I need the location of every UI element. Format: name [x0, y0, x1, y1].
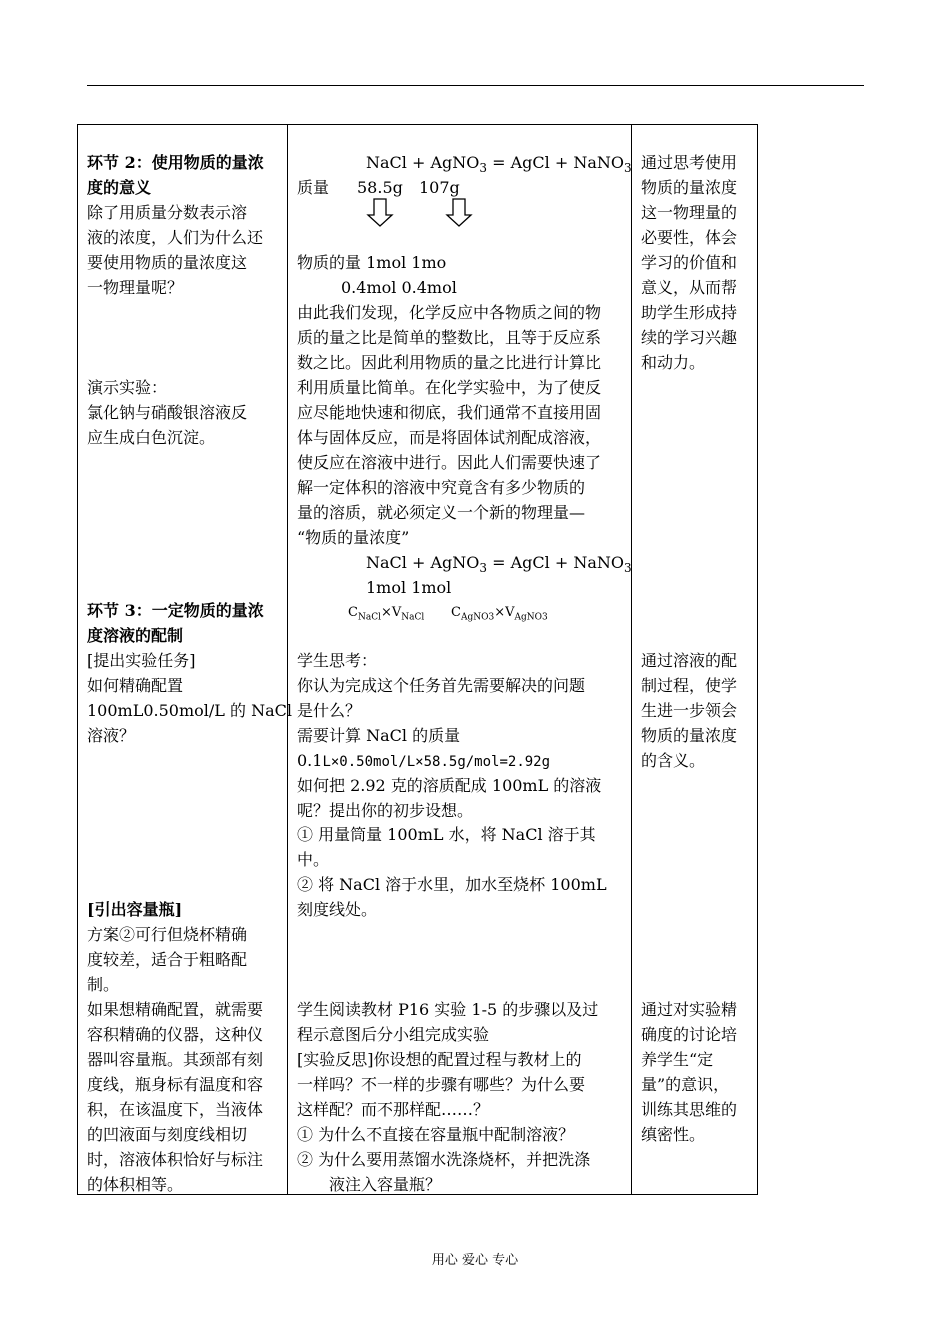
- down-arrow-icon: [366, 198, 394, 228]
- text-line: 续的学习兴趣: [641, 328, 738, 347]
- text-line: 度线，瓶身标有温度和容: [87, 1075, 264, 1094]
- question-1: ① 为什么不直接在容量瓶中配制溶液？: [297, 1125, 575, 1144]
- text-line: 器叫容量瓶。其颈部有刻: [87, 1050, 264, 1069]
- text-line: 应生成白色沉淀。: [87, 428, 216, 447]
- text-line: 这样配？而不那样配……？: [297, 1100, 490, 1119]
- text-line: 通过思考使用: [641, 153, 738, 172]
- text-line: 制。: [87, 975, 120, 994]
- text-line: 制过程，使学: [641, 676, 738, 695]
- mass-value: 58.5g: [357, 178, 403, 197]
- equation-1: NaCl + AgNO$_3$ = AgCl + NaNO$_3$: [366, 153, 632, 176]
- equation-2: NaCl + AgNO$_3$ = AgCl + NaNO$_3$: [366, 553, 632, 576]
- text-line: 刻度线处。: [297, 900, 378, 919]
- text-line: 如果想精确配置，就需要: [87, 1000, 264, 1019]
- text-line: 除了用质量分数表示溶: [87, 203, 248, 222]
- text-line: 的体积相等。: [87, 1175, 184, 1194]
- text-line: 养学生“定: [641, 1050, 714, 1069]
- mass-label: 质量: [297, 178, 330, 197]
- down-arrow-icon: [445, 198, 473, 228]
- text-line: 需要计算 NaCl 的质量: [297, 726, 461, 745]
- section-2-title-cont: 度的意义: [87, 178, 152, 197]
- header-rule: [87, 85, 864, 86]
- text-line: 要使用物质的量浓度这: [87, 253, 248, 272]
- text-line: 的含义。: [641, 751, 706, 770]
- text-line: 助学生形成持: [641, 303, 738, 322]
- text-line: 液的浓度，人们为什么还: [87, 228, 264, 247]
- text-line: 使反应在溶液中进行。因此人们需要快速了: [297, 453, 602, 472]
- text-line: 度较差，适合于粗略配: [87, 950, 248, 969]
- cv-expression-nacl: $C_{NaCl}\times V_{NaCl}$: [348, 605, 425, 623]
- text-line: 利用质量比简单。在化学实验中，为了使反: [297, 378, 602, 397]
- text-line: 解一定体积的溶液中究竟含有多少物质的: [297, 478, 586, 497]
- text-line: 你认为完成这个任务首先需要解决的问题: [297, 676, 586, 695]
- text-line: 呢？提出你的初步设想。: [297, 801, 474, 820]
- text-line: 积，在该温度下，当液体: [87, 1100, 264, 1119]
- text-line: 氯化钠与硝酸银溶液反: [87, 403, 248, 422]
- plan-2: ② 将 NaCl 溶于水里，加水至烧杯 100mL: [297, 875, 607, 894]
- text-line: 方案②可行但烧杯精确: [87, 925, 248, 944]
- text-line: 确度的讨论培: [641, 1025, 738, 1044]
- reflection-title: [实验反思]你设想的配置过程与教材上的: [297, 1050, 582, 1069]
- flask-title: [引出容量瓶]: [87, 900, 183, 919]
- text-line: 这一物理量的: [641, 203, 738, 222]
- text-line: 由此我们发现，化学反应中各物质之间的物: [297, 303, 602, 322]
- text-line: 学生阅读教材 P16 实验 1-5 的步骤以及过: [297, 1000, 599, 1019]
- text-line: 训练其思维的: [641, 1100, 738, 1119]
- mass-value: 107g: [419, 178, 460, 197]
- text-line: 如何把 2.92 克的溶质配成 100mL 的溶液: [297, 776, 602, 795]
- text-line: 生进一步领会: [641, 701, 738, 720]
- text-line: 一物理量呢？: [87, 278, 184, 297]
- task-title: [提出实验任务]: [87, 651, 196, 670]
- mole-line-3: 1mol 1mol: [366, 578, 452, 597]
- page-footer: 用心 爱心 专心: [431, 1253, 519, 1268]
- text-line: 一样吗？不一样的步骤有哪些？为什么要: [297, 1075, 586, 1094]
- text-line: 学习的价值和: [641, 253, 738, 272]
- text-line: 的凹液面与刻度线相切: [87, 1125, 248, 1144]
- plan-1: ① 用量筒量 100mL 水，将 NaCl 溶于其: [297, 825, 596, 844]
- question-2: ② 为什么要用蒸馏水洗涤烧杯，并把洗涤: [297, 1150, 591, 1169]
- text-line: “物质的量浓度”: [297, 528, 410, 547]
- section-3-title-cont: 度溶液的配制: [87, 626, 184, 645]
- mole-line: 物质的量 1mol 1mo: [297, 253, 447, 272]
- think-title: 学生思考：: [297, 651, 378, 670]
- text-line: 程示意图后分小组完成实验: [297, 1025, 490, 1044]
- calc-line: 0.1L×0.50mol/L×58.5g/mol=2.92g: [297, 751, 551, 770]
- text-line: 物质的量浓度: [641, 178, 738, 197]
- text-line: 必要性，体会: [641, 228, 738, 247]
- text-line: 物质的量浓度: [641, 726, 738, 745]
- text-line: 缜密性。: [641, 1125, 706, 1144]
- cv-expression-agno3: $C_{AgNO3}\times V_{AgNO3}$: [451, 605, 548, 623]
- text-line: 和动力。: [641, 353, 706, 372]
- text-line: 意义，从而帮: [641, 278, 738, 297]
- text-line: 通过溶液的配: [641, 651, 738, 670]
- text-line: 如何精确配置: [87, 676, 184, 695]
- text-line: 液注入容量瓶？: [329, 1175, 442, 1194]
- text-line: 量的溶质，就必须定义一个新的物理量—: [297, 503, 586, 522]
- text-line: 是什么？: [297, 701, 362, 720]
- demo-title: 演示实验：: [87, 378, 168, 397]
- text-line: 通过对实验精: [641, 1000, 738, 1019]
- text-line: 应尽能地快速和彻底，我们通常不直接用固: [297, 403, 602, 422]
- text-line: 量”的意识，: [641, 1075, 730, 1094]
- section-2-title: 环节 2：使用物质的量浓: [87, 153, 264, 172]
- text-line: 容积精确的仪器，这种仪: [87, 1025, 264, 1044]
- text-line: 100mL0.50mol/L 的 NaCl: [87, 701, 292, 720]
- text-line: 溶液？: [87, 726, 136, 745]
- text-line: 中。: [297, 850, 330, 869]
- column-divider: [287, 125, 288, 1194]
- mole-line-2: 0.4mol 0.4mol: [341, 278, 457, 297]
- text-line: 时，溶液体积恰好与标注: [87, 1150, 264, 1169]
- text-line: 质的量之比是简单的整数比，且等于反应系: [297, 328, 602, 347]
- column-divider: [631, 125, 632, 1194]
- text-line: 体与固体反应，而是将固体试剂配成溶液，: [297, 428, 602, 447]
- section-3-title: 环节 3：一定物质的量浓: [87, 601, 264, 620]
- text-line: 数之比。因此利用物质的量之比进行计算比: [297, 353, 602, 372]
